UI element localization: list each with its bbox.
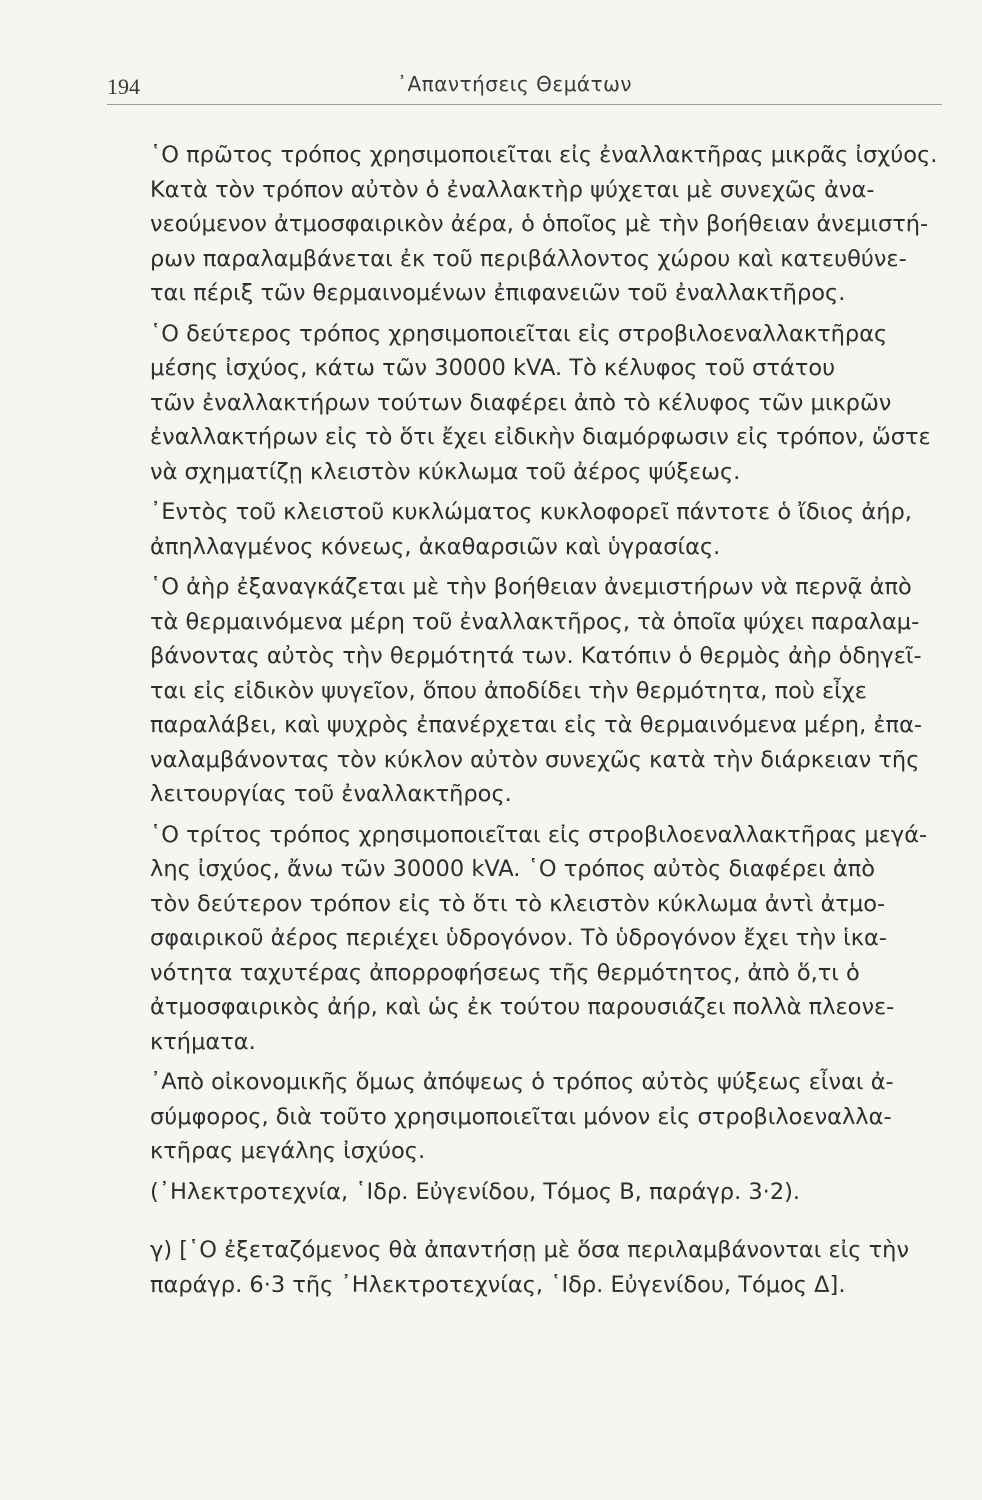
text-line: τῶν ἐναλλακτήρων τούτων διαφέρει ἀπὸ τὸ κέλυφος τῶν μικρῶν bbox=[150, 389, 892, 416]
text-line: ῾Ο δεύτερος τρόπος χρησιμοποιεῖται εἰς στροβιλοεναλλακτῆρας bbox=[150, 320, 888, 347]
text-line: νὰ σχηματίζῃ κλειστὸν κύκλωμα τοῦ ἀέρος ψύξεως. bbox=[150, 458, 741, 485]
text-line: σύμφορος, διὰ τοῦτο χρησιμοποιεῖται μόνον εἰς στροβιλοεναλλα- bbox=[150, 1103, 892, 1130]
paragraph-economics bbox=[150, 1065, 962, 1169]
text-line: ται πέριξ τῶν θερμαινομένων ἐπιφανειῶν τοῦ ἐναλλακτῆρος. bbox=[150, 280, 846, 306]
body-text bbox=[150, 138, 962, 1308]
text-line: ῾Ο πρῶτος τρόπος χρησιμοποιεῖται εἰς ἐναλλακτῆρας μικρᾶς ἰσχύος. bbox=[150, 142, 938, 168]
text-line: κτῆρας μεγάλης ἰσχύος. bbox=[150, 1138, 426, 1164]
text-line: ῾Ο τρίτος τρόπος χρησιμοποιεῖται εἰς στροβιλοεναλλακτῆρας μεγά- bbox=[150, 821, 928, 848]
paragraph-closed-circuit bbox=[150, 495, 962, 564]
header-rule bbox=[107, 104, 942, 105]
text-line: ναλαμβάνοντας τὸν κύκλον αὐτὸν συνεχῶς κατὰ τὴν διάρκειαν τῆς bbox=[150, 746, 920, 773]
paragraph-third-method bbox=[150, 818, 962, 1060]
text-line: νότητα ταχυτέρας ἀπορροφήσεως τῆς θερμότητος, ἀπὸ ὅ,τι ὁ bbox=[150, 959, 860, 986]
text-line: ἀπηλλαγμένος κόνεως, ἀκαθαρσιῶν καὶ ὑγρασίας. bbox=[150, 533, 721, 560]
text-line: ἀτμοσφαιρικὸς ἀήρ, καὶ ὡς ἐκ τούτου παρουσιάζει πολλὰ πλεονε- bbox=[150, 994, 895, 1020]
paragraph-second-method bbox=[150, 317, 962, 490]
text-line: λειτουργίας τοῦ ἐναλλακτῆρος. bbox=[150, 781, 512, 807]
paragraph-first-method bbox=[150, 138, 962, 311]
text-line: ἐναλλακτήρων εἰς τὸ ὅτι ἔχει εἰδικὴν διαμόρφωσιν εἰς τρόπον, ὥστε bbox=[150, 424, 931, 450]
text-line: παραλάβει, καὶ ψυχρὸς ἐπανέρχεται εἰς τὰ θερμαινόμενα μέρη, ἐπα- bbox=[150, 712, 923, 738]
text-line: παράγρ. 6·3 τῆς ᾿Ηλεκτροτεχνίας, ῾Ιδρ. Εὐγενίδου, Τόμος Δ]. bbox=[150, 1271, 846, 1298]
running-title: ᾿Απαντήσεις Θεμάτων bbox=[397, 72, 633, 96]
text-line: βάνοντας αὐτὸς τὴν θερμότητά των. Κατόπιν ὁ θερμὸς ἀὴρ ὁδηγεῖ- bbox=[150, 643, 922, 669]
paragraph-air-flow bbox=[150, 570, 962, 812]
text-line: νεούμενον ἀτμοσφαιρικὸν ἀέρα, ὁ ὁποῖος μὲ τὴν βοήθειαν ἀνεμιστή- bbox=[150, 211, 929, 237]
page-number: 194 bbox=[107, 74, 140, 99]
text-line: ᾿Εντὸς τοῦ κλειστοῦ κυκλώματος κυκλοφορεῖ πάντοτε ὁ ἴδιος ἀήρ, bbox=[150, 499, 912, 525]
citation bbox=[150, 1175, 962, 1210]
text-line: ῾Ο ἀὴρ ἐξαναγκάζεται μὲ τὴν βοήθειαν ἀνεμιστήρων νὰ περνᾷ ἀπὸ bbox=[150, 574, 912, 600]
text-line: τὰ θερμαινόμενα μέρη τοῦ ἐναλλακτῆρος, τὰ ὁποῖα ψύχει παραλαμ- bbox=[150, 608, 920, 635]
text-line: κτήματα. bbox=[150, 1028, 256, 1055]
text-line: Κατὰ τὸν τρόπον αὐτὸν ὁ ἐναλλακτὴρ ψύχεται μὲ συνεχῶς ἀνα- bbox=[150, 176, 875, 203]
text-line: λης ἰσχύος, ἄνω τῶν 30000 kVA. ῾Ο τρόπος αὐτὸς διαφέρει ἀπὸ bbox=[150, 856, 876, 882]
text-line: ται εἰς εἰδικὸν ψυγεῖον, ὅπου ἀποδίδει τὴν θερμότητα, ποὺ εἶχε bbox=[150, 677, 867, 704]
text-line: μέσης ἰσχύος, κάτω τῶν 30000 kVA. Τὸ κέλυφος τοῦ στάτου bbox=[150, 355, 836, 381]
text-line: σφαιρικοῦ ἀέρος περιέχει ὑδρογόνον. Τὸ ὑδρογόνον ἔχει τὴν ἱκα- bbox=[150, 925, 887, 951]
text-line: ᾿Απὸ οἰκονομικῆς ὅμως ἀπόψεως ὁ τρόπος αὐτὸς ψύξεως εἶναι ἀ- bbox=[150, 1069, 894, 1095]
text-line: τὸν δεύτερον τρόπον εἰς τὸ ὅτι τὸ κλειστὸν κύκλωμα ἀντὶ ἀτμο- bbox=[150, 890, 886, 917]
answer-gamma bbox=[150, 1233, 962, 1302]
text-line: γ) [῾Ο ἐξεταζόμενος θὰ ἀπαντήσῃ μὲ ὅσα περιλαμβάνονται εἰς τὴν bbox=[150, 1237, 910, 1263]
text-line: ρων παραλαμβάνεται ἐκ τοῦ περιβάλλοντος χώρου καὶ κατευθύνε- bbox=[150, 245, 907, 272]
text-line: (᾿Ηλεκτροτεχνία, ῾Ιδρ. Εὐγενίδου, Τόμος Β, παράγρ. 3·2). bbox=[150, 1178, 801, 1205]
